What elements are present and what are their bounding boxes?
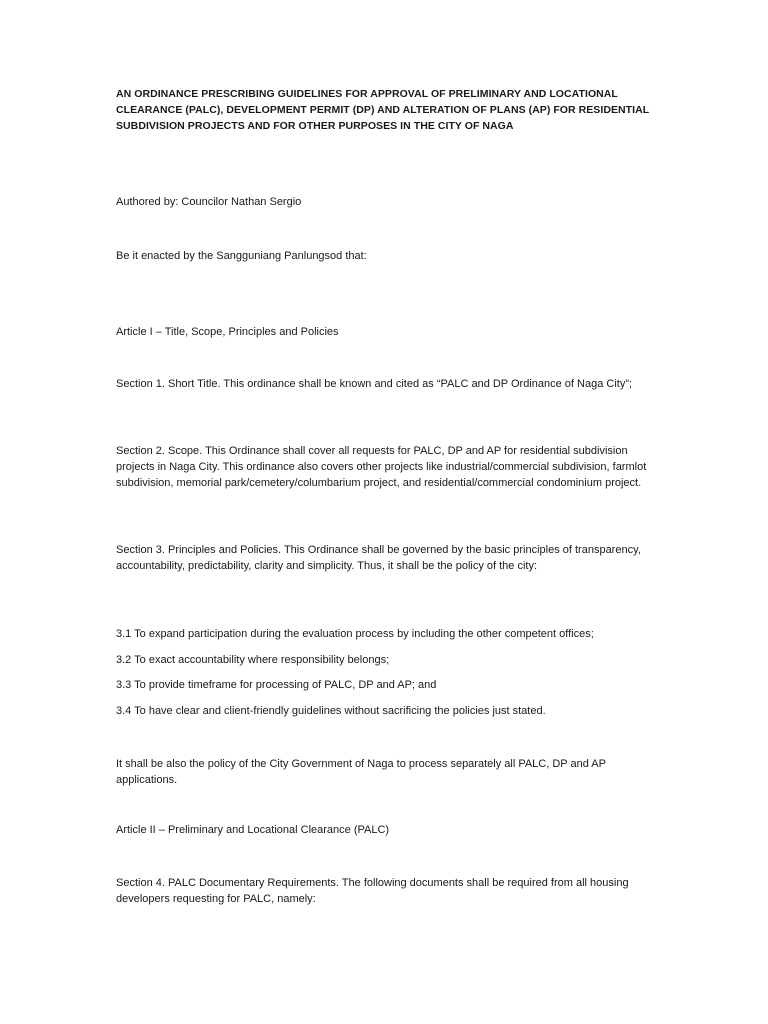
article-2-heading: Article II – Preliminary and Locational Clearance (PALC) xyxy=(116,824,390,836)
item-3-2: 3.2 To exact accountability where responsibility belongs; xyxy=(116,654,390,666)
item-3-4: 3.4 To have clear and client-friendly guidelines without sacrificing the policies just stated. xyxy=(116,705,546,717)
section-1-paragraph: Section 1. Short Title. This ordinance shall be known and cited as “PALC and DP Ordinance of Naga City”; xyxy=(116,378,633,390)
author-line: Authored by: Councilor Nathan Sergio xyxy=(116,196,302,208)
policy-paragraph: It shall be also the policy of the City Government of Naga to process separately all PALC, DP and AP applications. xyxy=(116,758,606,786)
section-2-paragraph: Section 2. Scope. This Ordinance shall cover all requests for PALC, DP and AP for residential subdivision projects in Naga City. This ordinance also covers other projects like industrial/commercial subdivision, farmlot subdivision, memorial park/cemetery/columbarium project, and residential/commercial condominium project. xyxy=(116,445,647,489)
section-4-paragraph: Section 4. PALC Documentary Requirements. The following documents shall be required from all housing developers requesting for PALC, namely: xyxy=(116,877,629,905)
article-1-heading: Article I – Title, Scope, Principles and Policies xyxy=(116,326,339,338)
item-3-1: 3.1 To expand participation during the evaluation process by including the other competent offices; xyxy=(116,628,594,640)
section-3-paragraph: Section 3. Principles and Policies. This Ordinance shall be governed by the basic principles of transparency, accountability, predictability, clarity and simplicity. Thus, it shall be the policy of the city: xyxy=(116,544,641,572)
item-3-3: 3.3 To provide timeframe for processing of PALC, DP and AP; and xyxy=(116,679,437,691)
enactment-clause: Be it enacted by the Sangguniang Panlungsod that: xyxy=(116,250,367,262)
ordinance-title: AN ORDINANCE PRESCRIBING GUIDELINES FOR APPROVAL OF PRELIMINARY AND LOCATIONAL CLEARANCE (PALC), DEVELOPMENT PERMIT (DP) AND ALTERATION OF PLANS (AP) FOR RESIDENTIAL SUBDIVISION PROJECTS AND FOR OTHER PURPOSES IN THE CITY OF NAGA xyxy=(116,88,649,132)
